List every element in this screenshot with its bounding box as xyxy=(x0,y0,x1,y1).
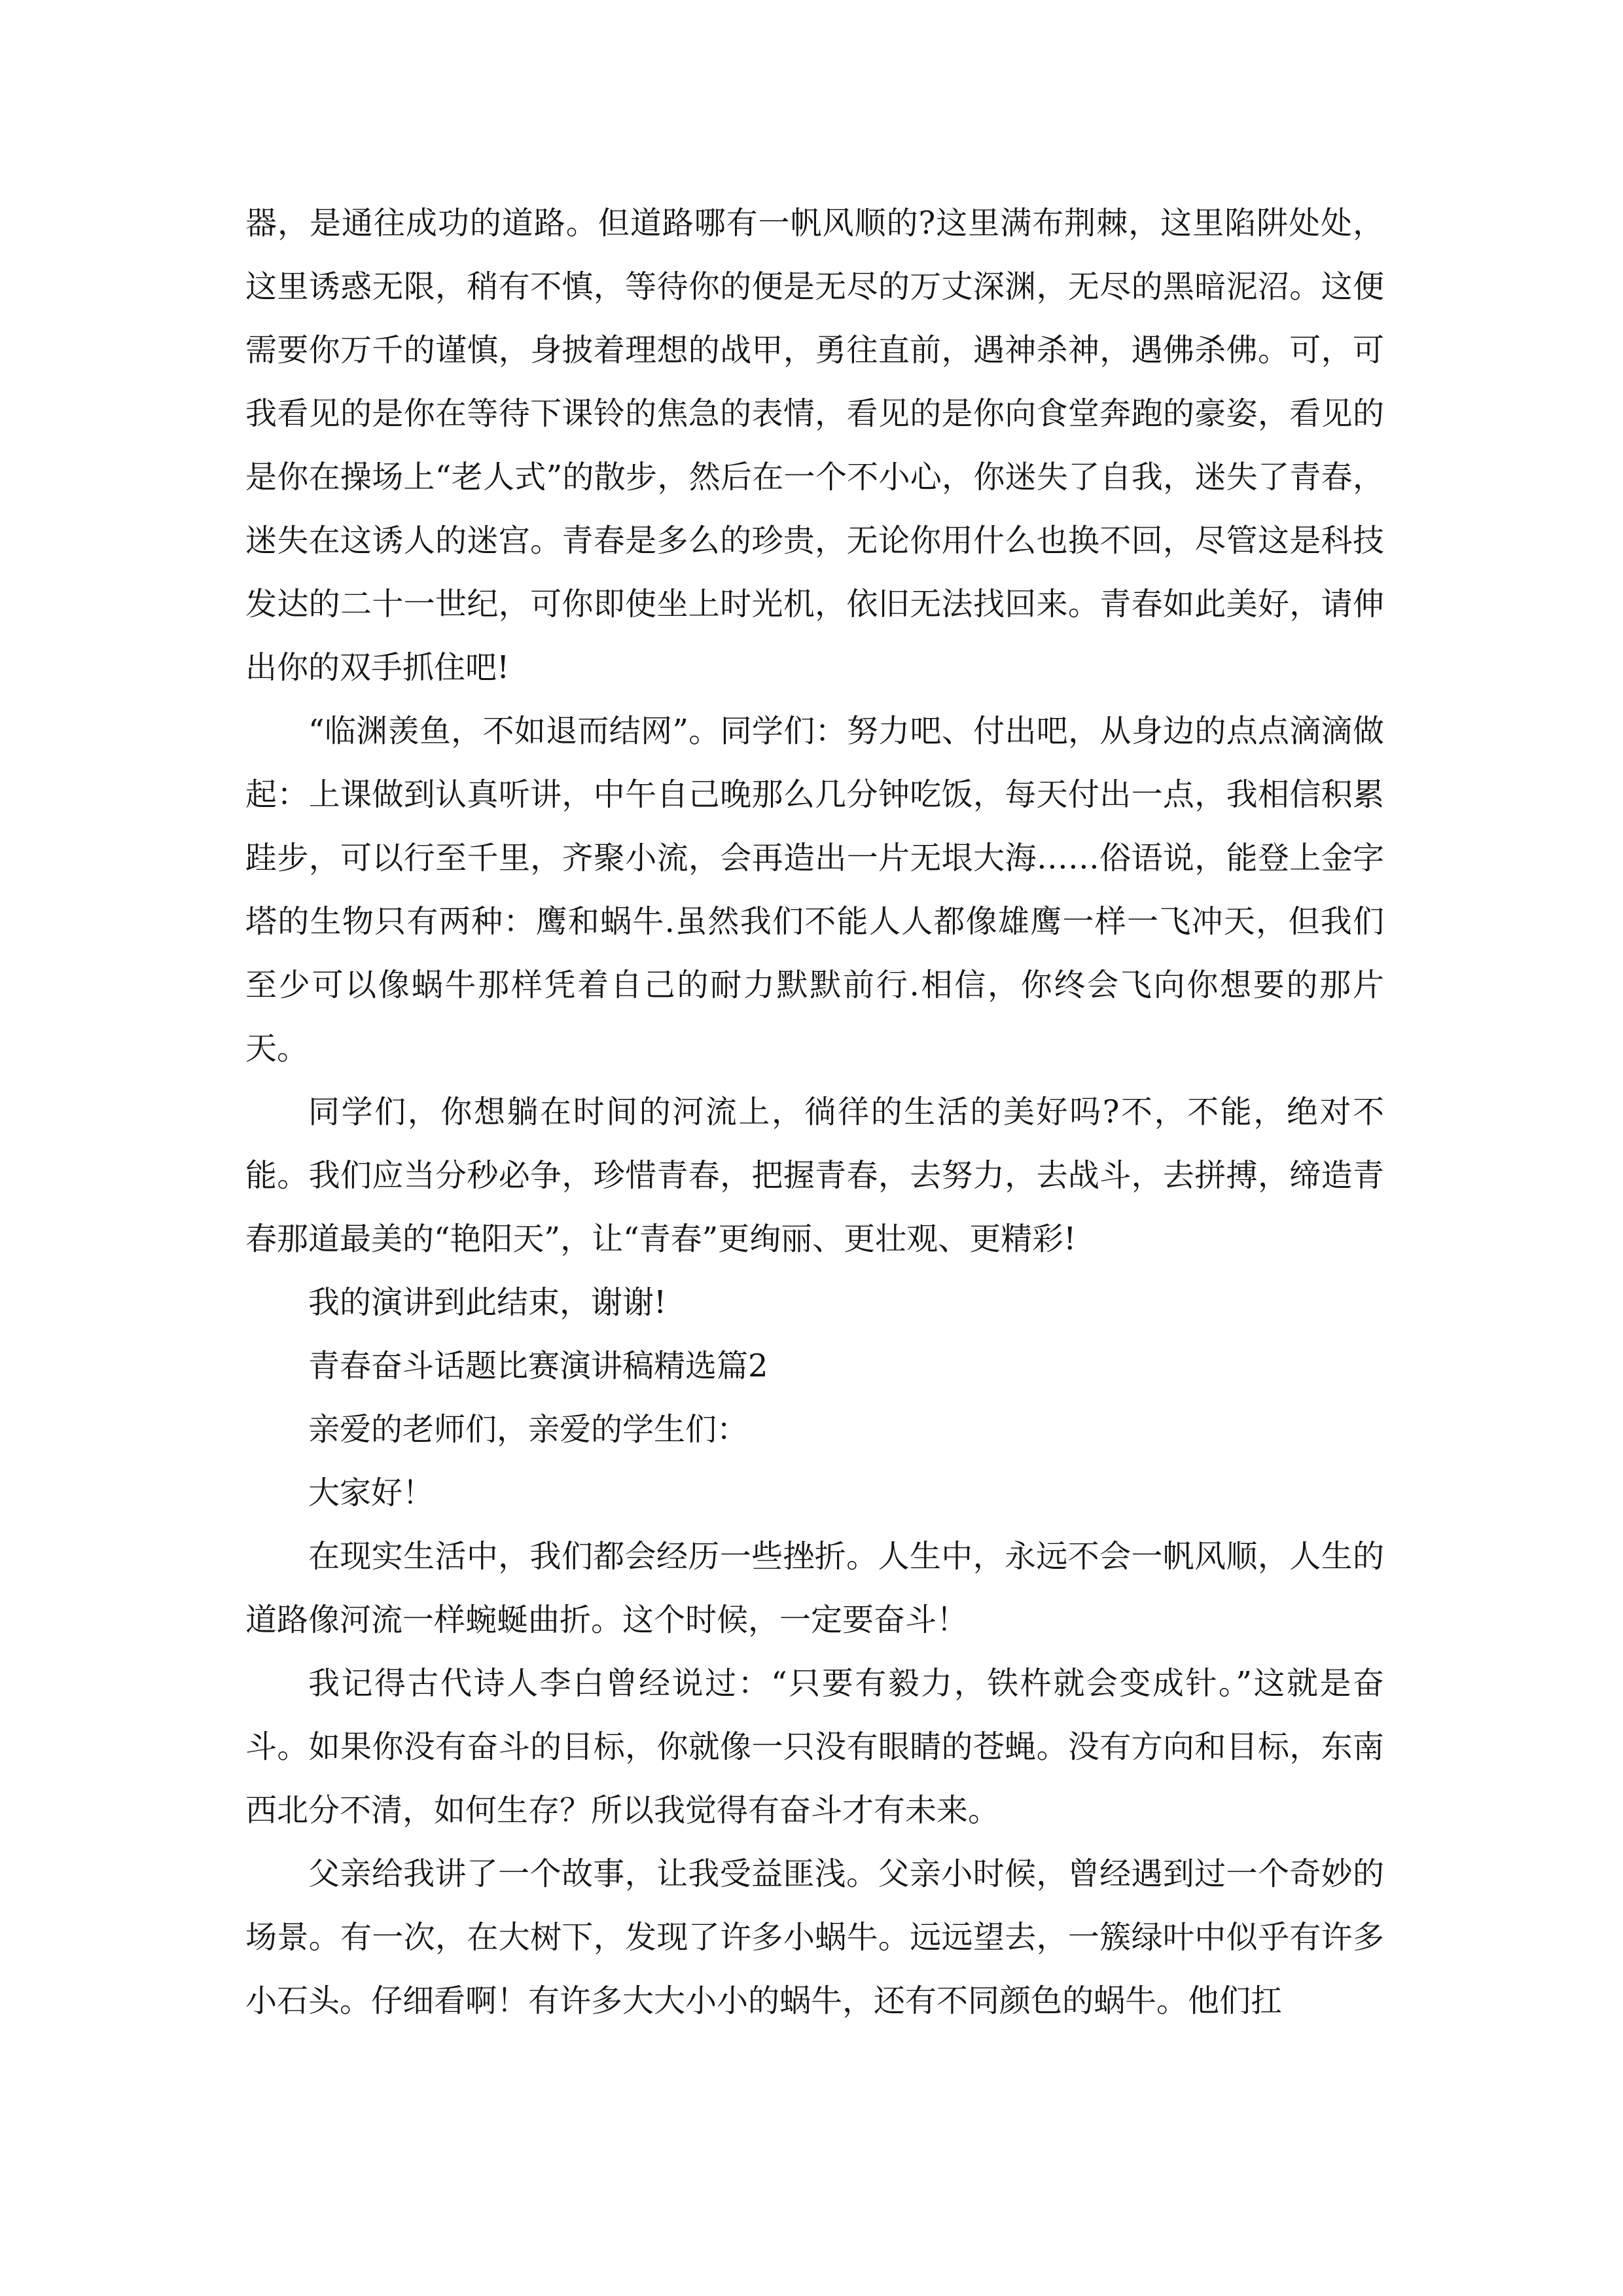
paragraph-1: 器，是通往成功的道路。但道路哪有一帆风顺的?这里满布荆棘，这里陷阱处处，这里诱惑无限，稍有不慎，等待你的便是无尽的万丈深渊，无尽的黑暗泥沼。这便需要你万千的谨慎，身披着理想的战甲，勇往直前，遇神杀神，遇佛杀佛。可，可我看见的是你在等待下课铃的焦急的表情，看见的是你向食堂奔跑的豪姿，看见的是你在操场上“老人式”的散步，然后在一个不小心，你迷失了自我，迷失了青春，迷失在这诱人的迷宫。青春是多么的珍贵，无论你用什么也换不回，尽管这是科技发达的二十一世纪，可你即使坐上时光机，依旧无法找回来。青春如此美好，请伸出你的双手抓住吧! xyxy=(245,205,1384,686)
paragraph-3: 同学们，你想躺在时间的河流上，徜徉的生活的美好吗?不，不能，绝对不能。我们应当分秒必争，珍惜青春，把握青春，去努力，去战斗，去拼搏，缔造青春那道最美的“艳阳天”，让“青春”更绚丽、更壮观、更精彩! xyxy=(245,1094,1384,1257)
paragraph-2: “临渊羡鱼，不如退而结网”。同学们：努力吧、付出吧，从身边的点点滴滴做起：上课做到认真听讲，中午自己晚那么几分钟吃饭，每天付出一点，我相信积累跬步，可以行至千里，齐聚小流，会再造出一片无垠大海……俗语说，能登上金字塔的生物只有两种：鹰和蜗牛.虽然我们不能人人都像雄鹰一样一飞冲天，但我们至少可以像蜗牛那样凭着自己的耐力默默前行.相信，你终会飞向你想要的那片天。 xyxy=(245,713,1384,1067)
paragraph-8: 在现实生活中，我们都会经历一些挫折。人生中，永远不会一帆风顺，人生的道路像河流一样蜿蜒曲折。这个时候，一定要奋斗！ xyxy=(245,1538,1384,1638)
paragraph-4: 我的演讲到此结束，谢谢! xyxy=(308,1284,667,1321)
paragraph-9: 我记得古代诗人李白曾经说过：“只要有毅力，铁杵就会变成针。”这就是奋斗。如果你没有奋斗的目标，你就像一只没有眼睛的苍蝇。没有方向和目标，东南西北分不清，如何生存？所以我觉得有奋斗才有未来。 xyxy=(245,1665,1384,1829)
section-heading: 青春奋斗话题比赛演讲稿精选篇2 xyxy=(308,1348,768,1384)
document-body xyxy=(245,192,1384,2033)
salutation: 亲爱的老师们，亲爱的学生们： xyxy=(308,1411,749,1448)
greeting: 大家好！ xyxy=(308,1475,435,1511)
paragraph-10: 父亲给我讲了一个故事，让我受益匪浅。父亲小时候，曾经遇到过一个奇妙的场景。有一次，在大树下，发现了许多小蜗牛。远远望去，一簇绿叶中似乎有许多小石头。仔细看啊！有许多大大小小的蜗牛，还有不同颜色的蜗牛。他们扛 xyxy=(245,1856,1384,2019)
